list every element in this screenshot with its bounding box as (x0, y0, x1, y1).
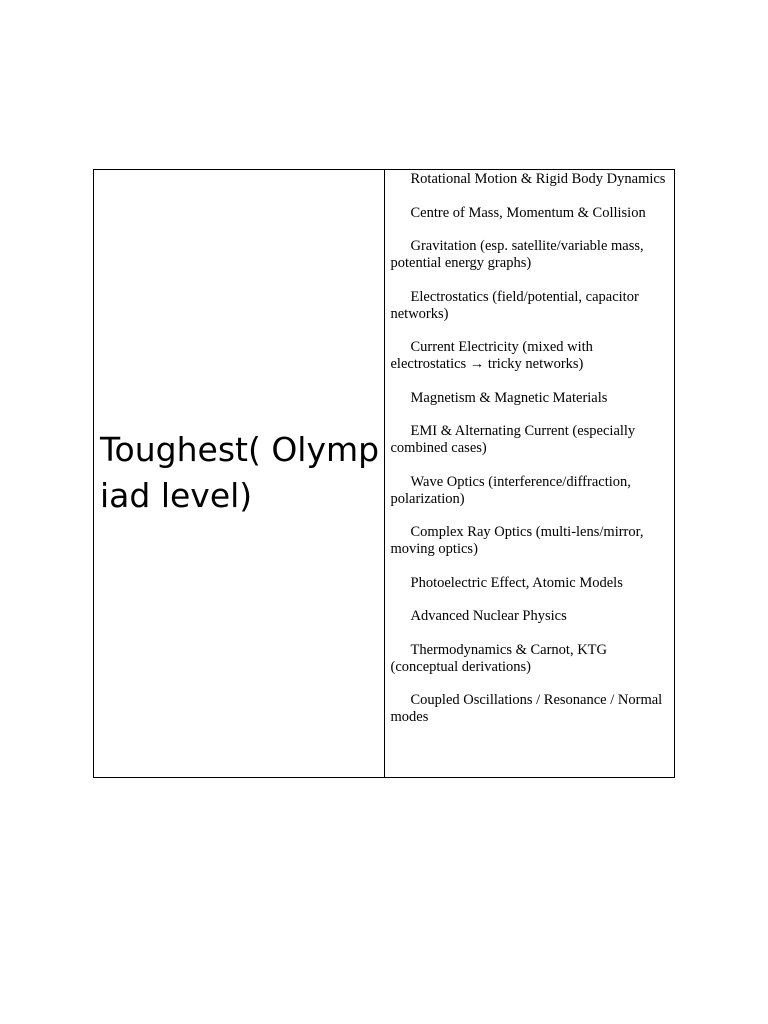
topics-cell (384, 170, 675, 778)
list-item: Complex Ray Optics (multi-lens/mirror, moving optics) (390, 524, 644, 557)
difficulty-label: Toughest( Olympiad level) (100, 429, 380, 515)
list-item: Magnetism & Magnetic Materials (410, 389, 608, 406)
list-item: Thermodynamics & Carnot, KTG (conceptual derivations) (390, 641, 608, 675)
list-item: EMI & Alternating Current (especially combined cases) (390, 423, 636, 456)
topic-list (385, 170, 675, 726)
list-item: Rotational Motion & Rigid Body Dynamics (410, 171, 666, 187)
list-item: Photoelectric Effect, Atomic Models (410, 574, 623, 591)
difficulty-label-cell (94, 170, 385, 778)
table-row (94, 170, 675, 778)
list-item: Centre of Mass, Momentum & Collision (410, 204, 646, 221)
list-item: Coupled Oscillations / Resonance / Normal modes (390, 692, 663, 725)
list-item: Current Electricity (mixed with electrostatics → tricky networks) (390, 339, 593, 372)
topic-table (93, 169, 675, 778)
list-item: Gravitation (esp. satellite/variable mass, potential energy graphs) (390, 238, 644, 271)
list-item: Electrostatics (field/potential, capacitor networks) (390, 288, 639, 322)
list-item: Wave Optics (interference/diffraction, polarization) (390, 473, 631, 507)
list-item: Advanced Nuclear Physics (410, 608, 567, 624)
